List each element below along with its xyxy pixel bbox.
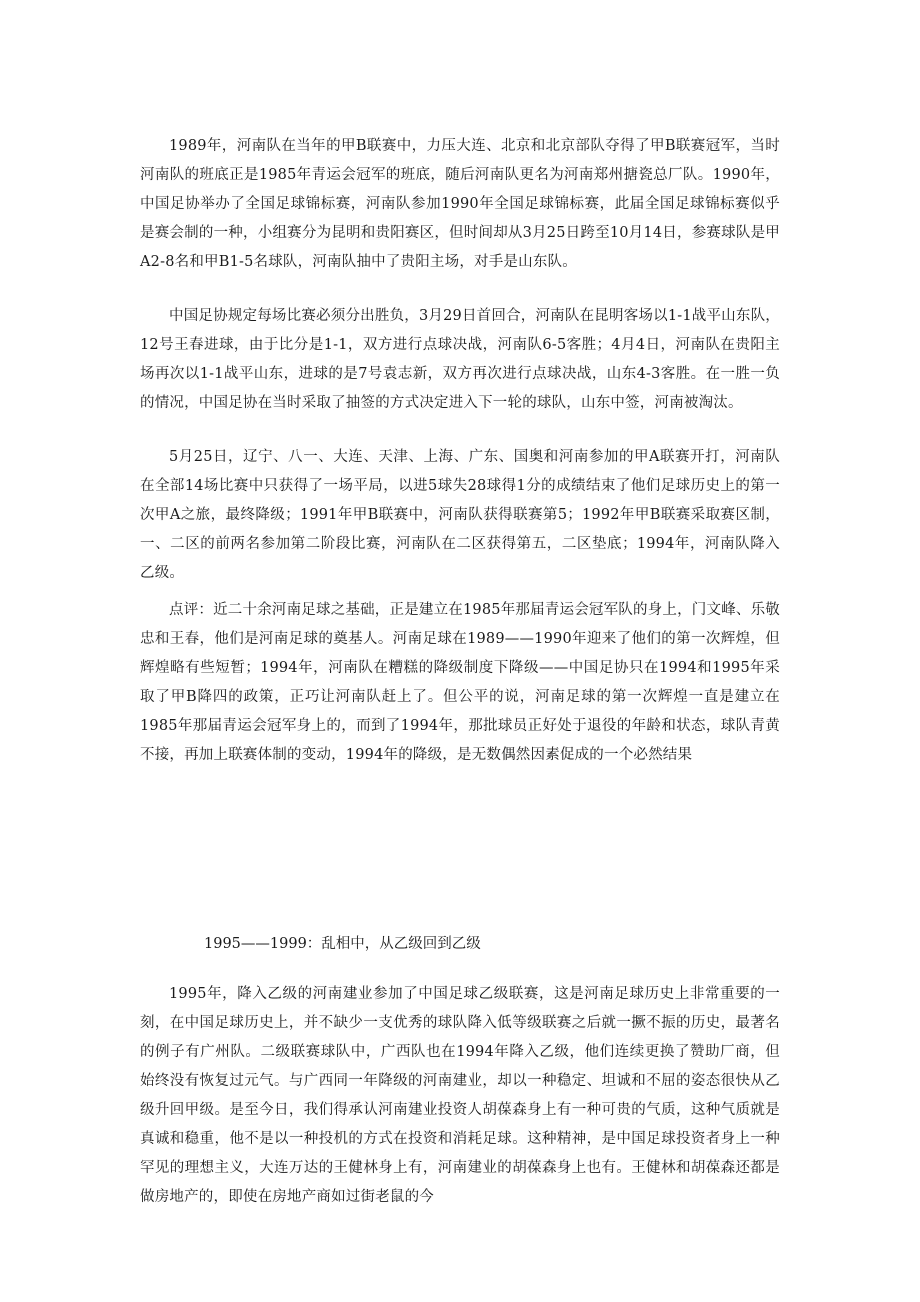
paragraph-jia-a-league: 5月25日，辽宁、八一、大连、天津、上海、广东、国奥和河南参加的甲A联赛开打，河南队在全部14场比赛中只获得了一场平局，以进5球失28球得1分的成绩结束了他们足球历史上的第一次甲A之旅，最终降级；1991年甲B联赛中，河南队获得联赛第5；1992年甲B联赛采取赛区制，一、二区的前两名参加第二阶段比赛，河南队在二区获得第五，二区垫底；1994年，河南队降入乙级。: [140, 449, 780, 581]
paragraph-1989-season: 1989年，河南队在当年的甲B联赛中，力压大连、北京和北京部队夺得了甲B联赛冠军，当时河南队的班底正是1985年青运会冠军的班底，随后河南队更名为河南郑州搪瓷总厂队。1990年，中国足协举办了全国足球锦标赛，河南队参加1990年全国足球锦标赛，此届全国足球锦标赛似乎是赛会制的一种，小组赛分为昆明和贵阳赛区，但时间却从3月25日跨至10月14日，参赛球队是甲A2-8名和甲B1-5名球队，河南队抽中了贵阳主场，对手是山东队。: [140, 138, 780, 270]
section-heading: 1995——1999：乱相中，从乙级回到乙级: [204, 936, 481, 952]
paragraph-commentary: 点评：近二十余河南足球之基础，正是建立在1985年那届青运会冠军队的身上，门文峰、乐敬忠和王春，他们是河南足球的奠基人。河南足球在1989——1990年迎来了他们的第一次辉煌，但辉煌略有些短暂；1994年，河南队在糟糕的降级制度下降级——中国足协只在1994和1995年采取了甲B降四的政策，正巧让河南队赶上了。但公平的说，河南足球的第一次辉煌一直是建立在1985年那届青运会冠军身上的，而到了1994年，那批球员正好处于退役的年龄和状态，球队青黄不接，再加上联赛体制的变动，1994年的降级，是无数偶然因素促成的一个必然结果: [140, 602, 780, 763]
paragraph-1995-jianye: 1995年，降入乙级的河南建业参加了中国足球乙级联赛，这是河南足球历史上非常重要的一刻，在中国足球历史上，并不缺少一支优秀的球队降入低等级联赛之后就一撅不振的历史，最著名的例子有广州队。二级联赛球队中，广西队也在1994年降入乙级，他们连续更换了赞助厂商，但始终没有恢复过元气。与广西同一年降级的河南建业，却以一种稳定、坦诚和不屈的姿态很快从乙级升回甲级。是至今日，我们得承认河南建业投资人胡葆森身上有一种可贵的气质，这种气质就是真诚和稳重，他不是以一种投机的方式在投资和消耗足球。这种精神，是中国足球投资者身上一种罕见的理想主义，大连万达的王健林身上有，河南建业的胡葆森身上也有。王健林和胡葆森还都是做房地产的，即使在房地产商如过街老鼠的今: [140, 986, 780, 1205]
paragraph-penalty-shootout: 中国足协规定每场比赛必须分出胜负，3月29日首回合，河南队在昆明客场以1-1战平山东队，12号王春进球，由于比分是1-1，双方进行点球决战，河南队6-5客胜；4月4日，河南队在贵阳主场再次以1-1战平山东，进球的是7号袁志新，双方再次进行点球决战，山东4-3客胜。在一胜一负的情况，中国足协在当时采取了抽签的方式决定进入下一轮的球队，山东中签，河南被淘汰。: [140, 308, 780, 411]
